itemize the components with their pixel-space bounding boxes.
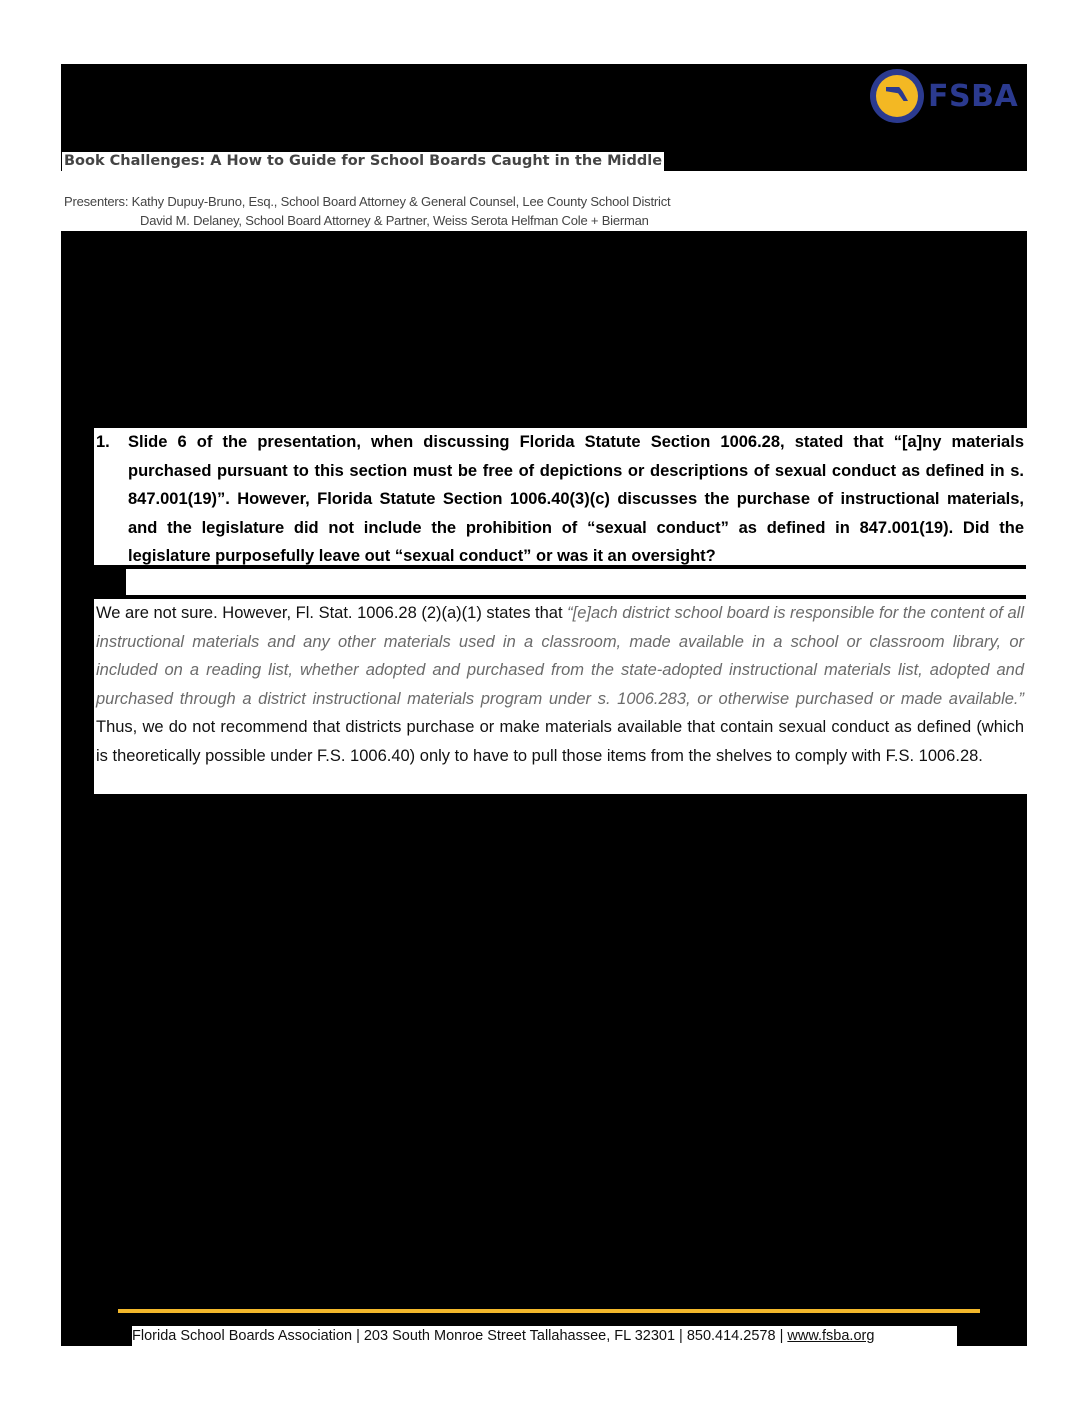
question-number: 1. [96, 433, 110, 451]
presenter-line-2: David M. Delaney, School Board Attorney & Partner, Weiss Serota Helfman Cole + Bierman [140, 213, 649, 228]
redaction-footer-left [61, 1326, 132, 1346]
question-text: Slide 6 of the presentation, when discussing Florida Statute Section 1006.28, stated that “[a]ny materials purchased pursuant to this section must be free of depictions or descriptions of sexual conduct as defined in s. 847.001(19)”. However, Florida Statute Section 1006.40(3)(c) discusses the purchase of instructional materials, and the legislature did not include the prohibition of “sexual conduct” as defined in 847.001(19). Did the legislature purposefully leave out “sexual conduct” or was it an oversight? [128, 433, 1024, 565]
redaction-footer-right [957, 1326, 1027, 1346]
presenter-line-1: Presenters: Kathy Dupuy-Bruno, Esq., School Board Attorney & General Counsel, Lee County School District [64, 194, 671, 209]
document-title: Book Challenges: A How to Guide for School Boards Caught in the Middle [64, 153, 663, 169]
footer-accent-rule [118, 1309, 980, 1313]
question-item [94, 428, 1024, 571]
redaction-spacer [94, 569, 126, 595]
statute-quote: “[e]ach district school board is responsible for the content of all instructional materials and any other materials used in a classroom, made available in a school or classroom library, or included on a reading list, whether adopted and purchased from the state-adopted instructional materials list, adopted and purchased through a district instructional materials program under s. 1006.283, or otherwise purchased or made available.” [96, 604, 1024, 708]
fsba-seal-icon [870, 69, 924, 123]
footer-contact: Florida School Boards Association | 203 South Monroe Street Tallahassee, FL 32301 | 850.414.2578 | [132, 1328, 788, 1344]
divider-rule [94, 565, 1026, 569]
answer-paragraph [94, 599, 1024, 770]
answer-intro: We are not sure. However, Fl. Stat. 1006.28 (2)(a)(1) states that [96, 604, 568, 622]
redaction-block-lower [61, 794, 1027, 1326]
footer-address [132, 1326, 876, 1346]
redaction-block-upper [61, 231, 1027, 428]
fsba-logo [870, 66, 1026, 126]
presenters [64, 192, 670, 230]
answer-conclusion: Thus, we do not recommend that districts purchase or make materials available that contain sexual conduct as defined (which is theoretically possible under F.S. 1006.40) only to have to pull those items from the shelves to comply with F.S. 1006.28. [96, 718, 1024, 765]
website-link[interactable]: www.fsba.org [787, 1328, 875, 1344]
fsba-logo-text: FSBA [928, 78, 1019, 114]
redaction-left-margin-question [61, 428, 94, 794]
